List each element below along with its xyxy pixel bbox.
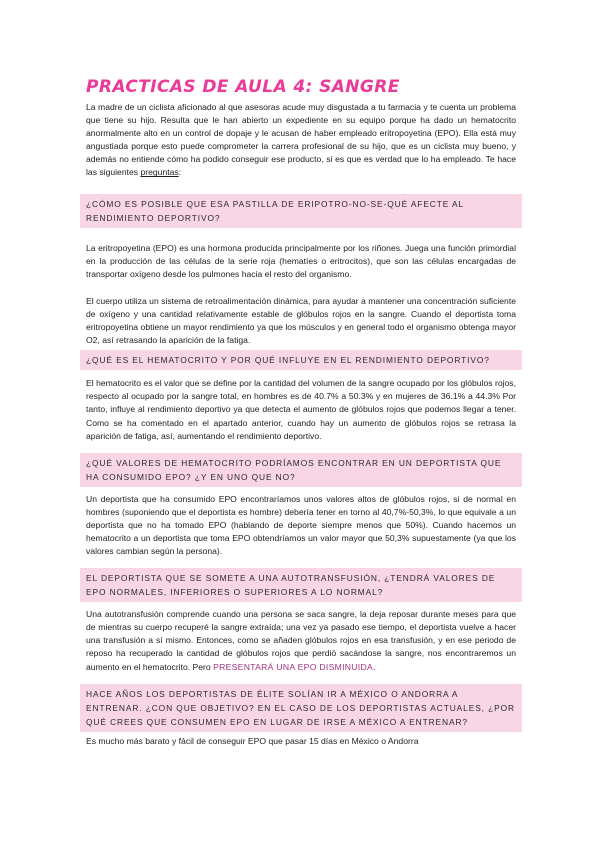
question-4: EL DEPORTISTA QUE SE SOMETE A UNA AUTOTRANSFUSIÓN, ¿TENDRÁ VALORES DE EPO NORMALES, INFERIORES O SUPERIORES A LO NORMAL?: [80, 568, 522, 602]
answer-4-highlight: PRESENTARÁ UNA EPO DISMINUIDA: [213, 661, 373, 672]
question-5: HACE AÑOS LOS DEPORTISTAS DE ÉLITE SOLÍAN IR A MÉXICO O ANDORRA A ENTRENAR. ¿CON QUE OBJETIVO? EN EL CASO DE LOS DEPORTISTAS ACTUALES, ¿POR QUÉ CREES QUE CONSUMEN EPO EN LUGAR DE IRSE A MÉXICO A ENTRENAR?: [80, 684, 522, 732]
answer-4-end: .: [373, 661, 376, 672]
intro-end: :: [178, 167, 182, 178]
intro-paragraph: [86, 101, 516, 180]
answer-5-paragraph-1: Es mucho más barato y fácil de conseguir EPO que pasar 15 días en México o Andorra: [86, 735, 419, 746]
answer-4-text: Una autotransfusión comprende cuando una persona se saca sangre, la deja reposar durante meses para que de mientras su cuerpo recuperé la sangre extraída; una vez ya pasado ese tiempo, el deportista vuelve a hacer una transfusión a sí mismo. Entonces, como se añaden glóbulos rojos en esa transfusión, y en ese periodo de reposo ha recuperado la cantidad de glóbulos rojos que perdió sacándose la sangre, nos encontraremos un aumento en el hematocrito. Pero: [86, 609, 516, 672]
page-title: PRACTICAS DE AULA 4: SANGRE: [86, 77, 400, 97]
question-3: ¿QUÉ VALORES DE HEMATOCRITO PODRÍAMOS ENCONTRAR EN UN DEPORTISTA QUE HA CONSUMIDO EPO? ¿Y EN UNO QUE NO?: [80, 453, 522, 487]
intro-text: La madre de un ciclista aficionado al que asesoras acude muy disgustada a tu farmacia y te cuenta un problema que tiene su hijo. Resulta que le han abierto un expediente en su equipo porque ha dado un hematocrito anormalmente alto en un control de dopaje y le acusan de haber empleado eritropoyetina (EPO). Ella está muy angustiada porque esto puede comprometer la carrera profesional de su hijo, que es un ciclista muy bueno, y además no entiende cómo ha podido conseguir ese producto, si es que es verdad que lo ha empleado. Te hace las siguientes: [86, 102, 516, 178]
question-1: ¿CÓMO ES POSIBLE QUE ESA PASTILLA DE ERIPOTRO-NO-SE-QUÉ AFECTE AL RENDIMIENTO DEPORTIVO?: [80, 194, 522, 228]
question-2: ¿QUÉ ES EL HEMATOCRITO Y POR QUÉ INFLUYE EN EL RENDIMIENTO DEPORTIVO?: [80, 350, 522, 370]
answer-4-paragraph-1: [86, 608, 516, 673]
document-body: [86, 101, 516, 748]
answer-1-paragraph-1: La eritropoyetina (EPO) es una hormona producida principalmente por los riñones. Juega una función primordial en la producción de las células de la serie roja (hematíes o eritrocitos), que son las células encargadas de transportar oxígeno desde los pulmones hacia el resto del organismo.: [86, 242, 516, 279]
answer-3-paragraph-1: Un deportista que ha consumido EPO encontraríamos unos valores altos de glóbulos rojos, si de normal en hombres (suponiendo que el deportista es hombre) debería tener en torno al 40,7%-50,3%, lo que equivale a un deportista que no ha tomado EPO (hablando de deporte siempre menos que 50%). Cuando hacemos un hematocrito a un deportista que toma EPO obtendríamos un valor mayor que 50,3% supuestamente (ya que los valores cambian según la persona).: [86, 493, 516, 557]
answer-1-paragraph-2: El cuerpo utiliza un sistema de retroalimentación dinámica, para ayudar a mantener una concentración suficiente de oxígeno y una cantidad relativamente estable de glóbulos rojos en la sangre. Cuando el deportista toma eritropoyetina obtiene un mayor rendimiento ya que los músculos y en general todo el organismo obtenga mayor O2, así retrasando la aparición de la fatiga.: [86, 295, 516, 346]
answer-2-paragraph-1: El hematocrito es el valor que se define por la cantidad del volumen de la sangre ocupado por los glóbulos rojos, respecto al ocupado por la sangre total, en hombres es de 40.7% a 50.3% y en mujeres de 36.1% a 44.3% Por tanto, influye al rendimiento deportivo ya que detecta el aumento de glóbulos rojos que podemos llegar a tener. Como se ha comentado en el apartado anterior, cuando hay un aumento de glóbulos rojos se retrasa la aparición de fatiga, así, aumentando el rendimiento deportivo.: [86, 378, 516, 441]
intro-underlined-word: preguntas: [140, 167, 179, 178]
